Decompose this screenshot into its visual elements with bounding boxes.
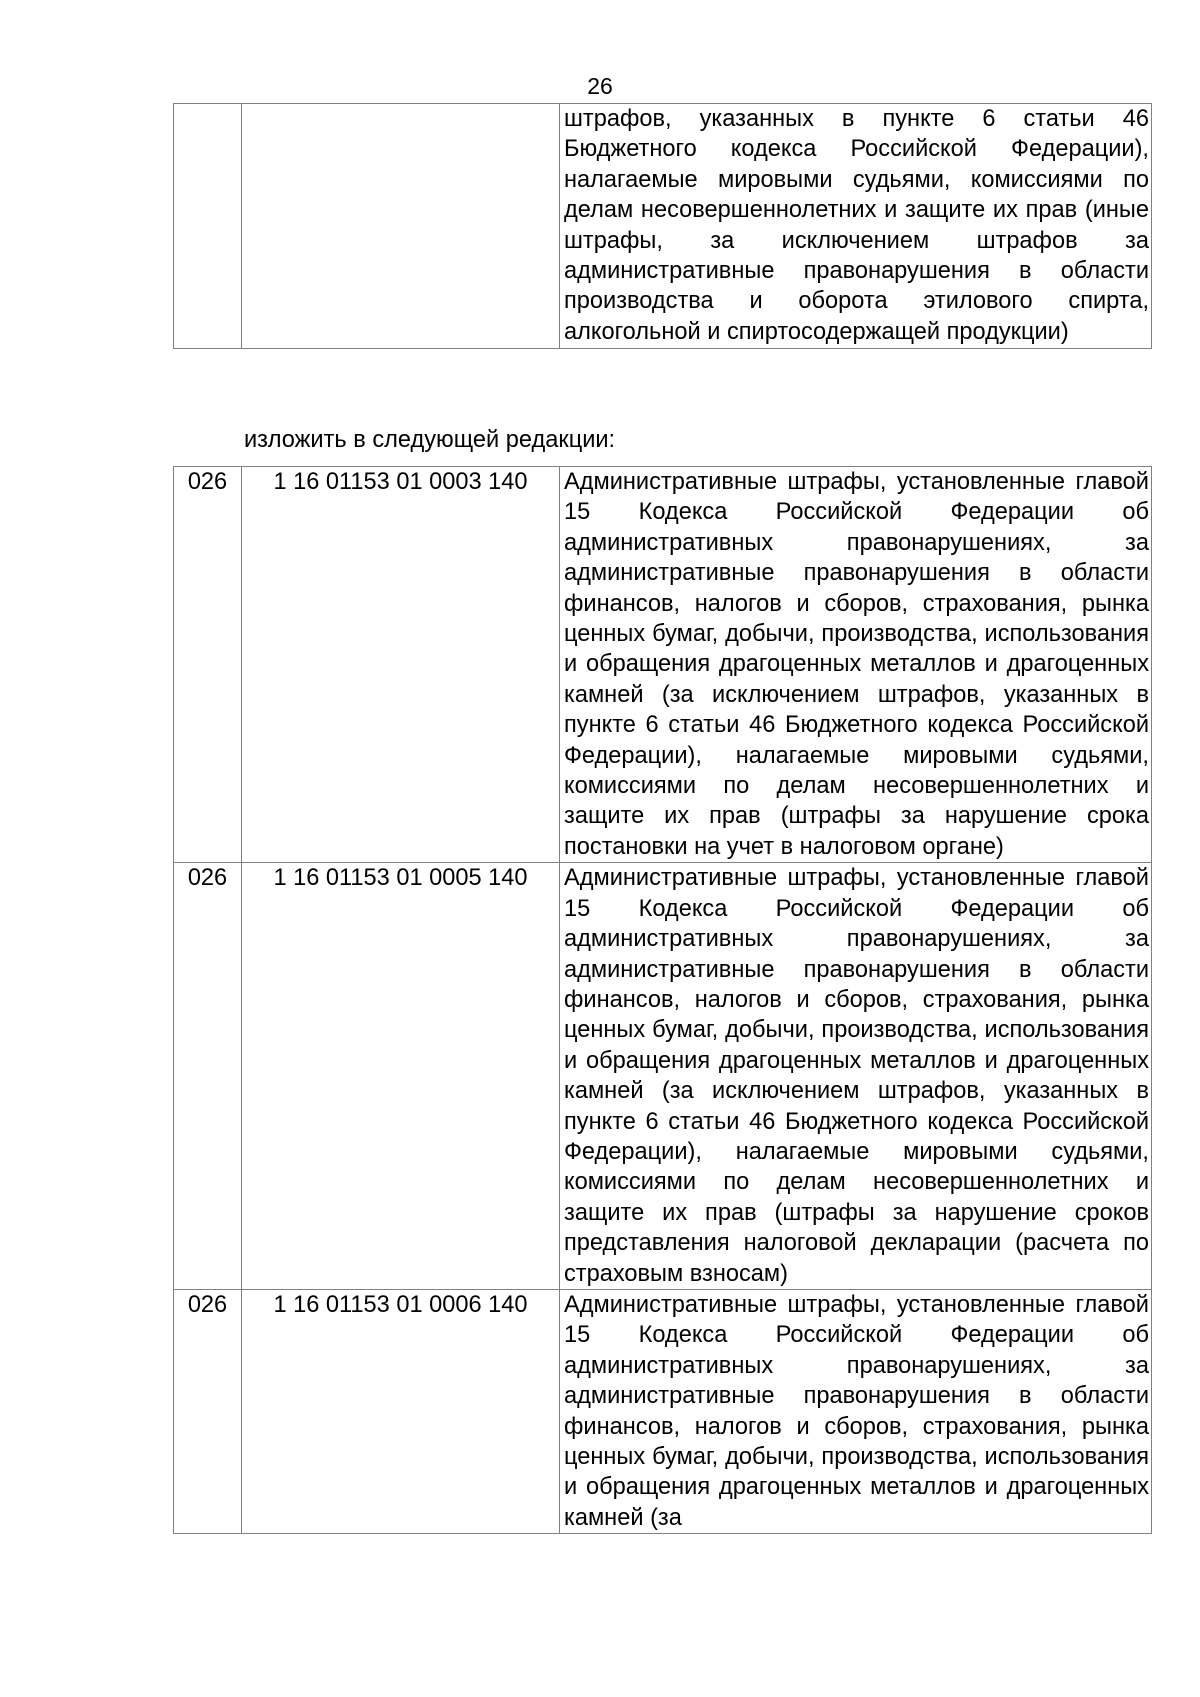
new-table — [173, 466, 1152, 1534]
table-row — [174, 863, 1152, 1290]
description-cell: Административные штрафы, установленные главой 15 Кодекса Российской Федерации об административных правонарушениях, за административные правонарушения в области финансов, налогов и сборов, страхования, рынка ценных бумаг, добычи, производства, использования и обращения драгоценных металлов и драгоценных камней (за исключением штрафов, указанных в пункте 6 статьи 46 Бюджетного кодекса Российской Федерации), налагаемые мировыми судьями, комиссиями по делам несовершеннолетних и защите их прав (штрафы за нарушение сроков представления налоговой декларации (расчета по страховым взносам) — [560, 863, 1152, 1290]
code-cell — [174, 104, 242, 349]
kbk-cell: 1 16 01153 01 0005 140 — [242, 863, 560, 1290]
code-cell: 026 — [174, 467, 242, 863]
table-row — [174, 1289, 1152, 1533]
description-cell: Административные штрафы, установленные главой 15 Кодекса Российской Федерации об административных правонарушениях, за административные правонарушения в области финансов, налогов и сборов, страхования, рынка ценных бумаг, добычи, производства, использования и обращения драгоценных металлов и драгоценных камней (за — [560, 1289, 1152, 1533]
description-cell: штрафов, указанных в пункте 6 статьи 46 Бюджетного кодекса Российской Федерации), налагаемые мировыми судьями, комиссиями по делам несовершеннолетних и защите их прав (иные штрафы, за исключением штрафов за административные правонарушения в области производства и оборота этилового спирта, алкогольной и спиртосодержащей продукции) — [560, 104, 1152, 349]
previous-table-fragment — [173, 103, 1152, 349]
description-cell: Административные штрафы, установленные главой 15 Кодекса Российской Федерации об административных правонарушениях, за административные правонарушения в области финансов, налогов и сборов, страхования, рынка ценных бумаг, добычи, производства, использования и обращения драгоценных металлов и драгоценных камней (за исключением штрафов, указанных в пункте 6 статьи 46 Бюджетного кодекса Российской Федерации), налагаемые мировыми судьями, комиссиями по делам несовершеннолетних и защите их прав (штрафы за нарушение срока постановки на учет в налоговом органе) — [560, 467, 1152, 863]
code-cell: 026 — [174, 1289, 242, 1533]
kbk-cell — [242, 104, 560, 349]
intro-text: изложить в следующей редакции: — [244, 427, 616, 453]
kbk-cell: 1 16 01153 01 0003 140 — [242, 467, 560, 863]
code-cell: 026 — [174, 863, 242, 1290]
table-row — [174, 467, 1152, 863]
page-number: 26 — [587, 73, 613, 99]
table-row — [174, 104, 1152, 349]
kbk-cell: 1 16 01153 01 0006 140 — [242, 1289, 560, 1533]
